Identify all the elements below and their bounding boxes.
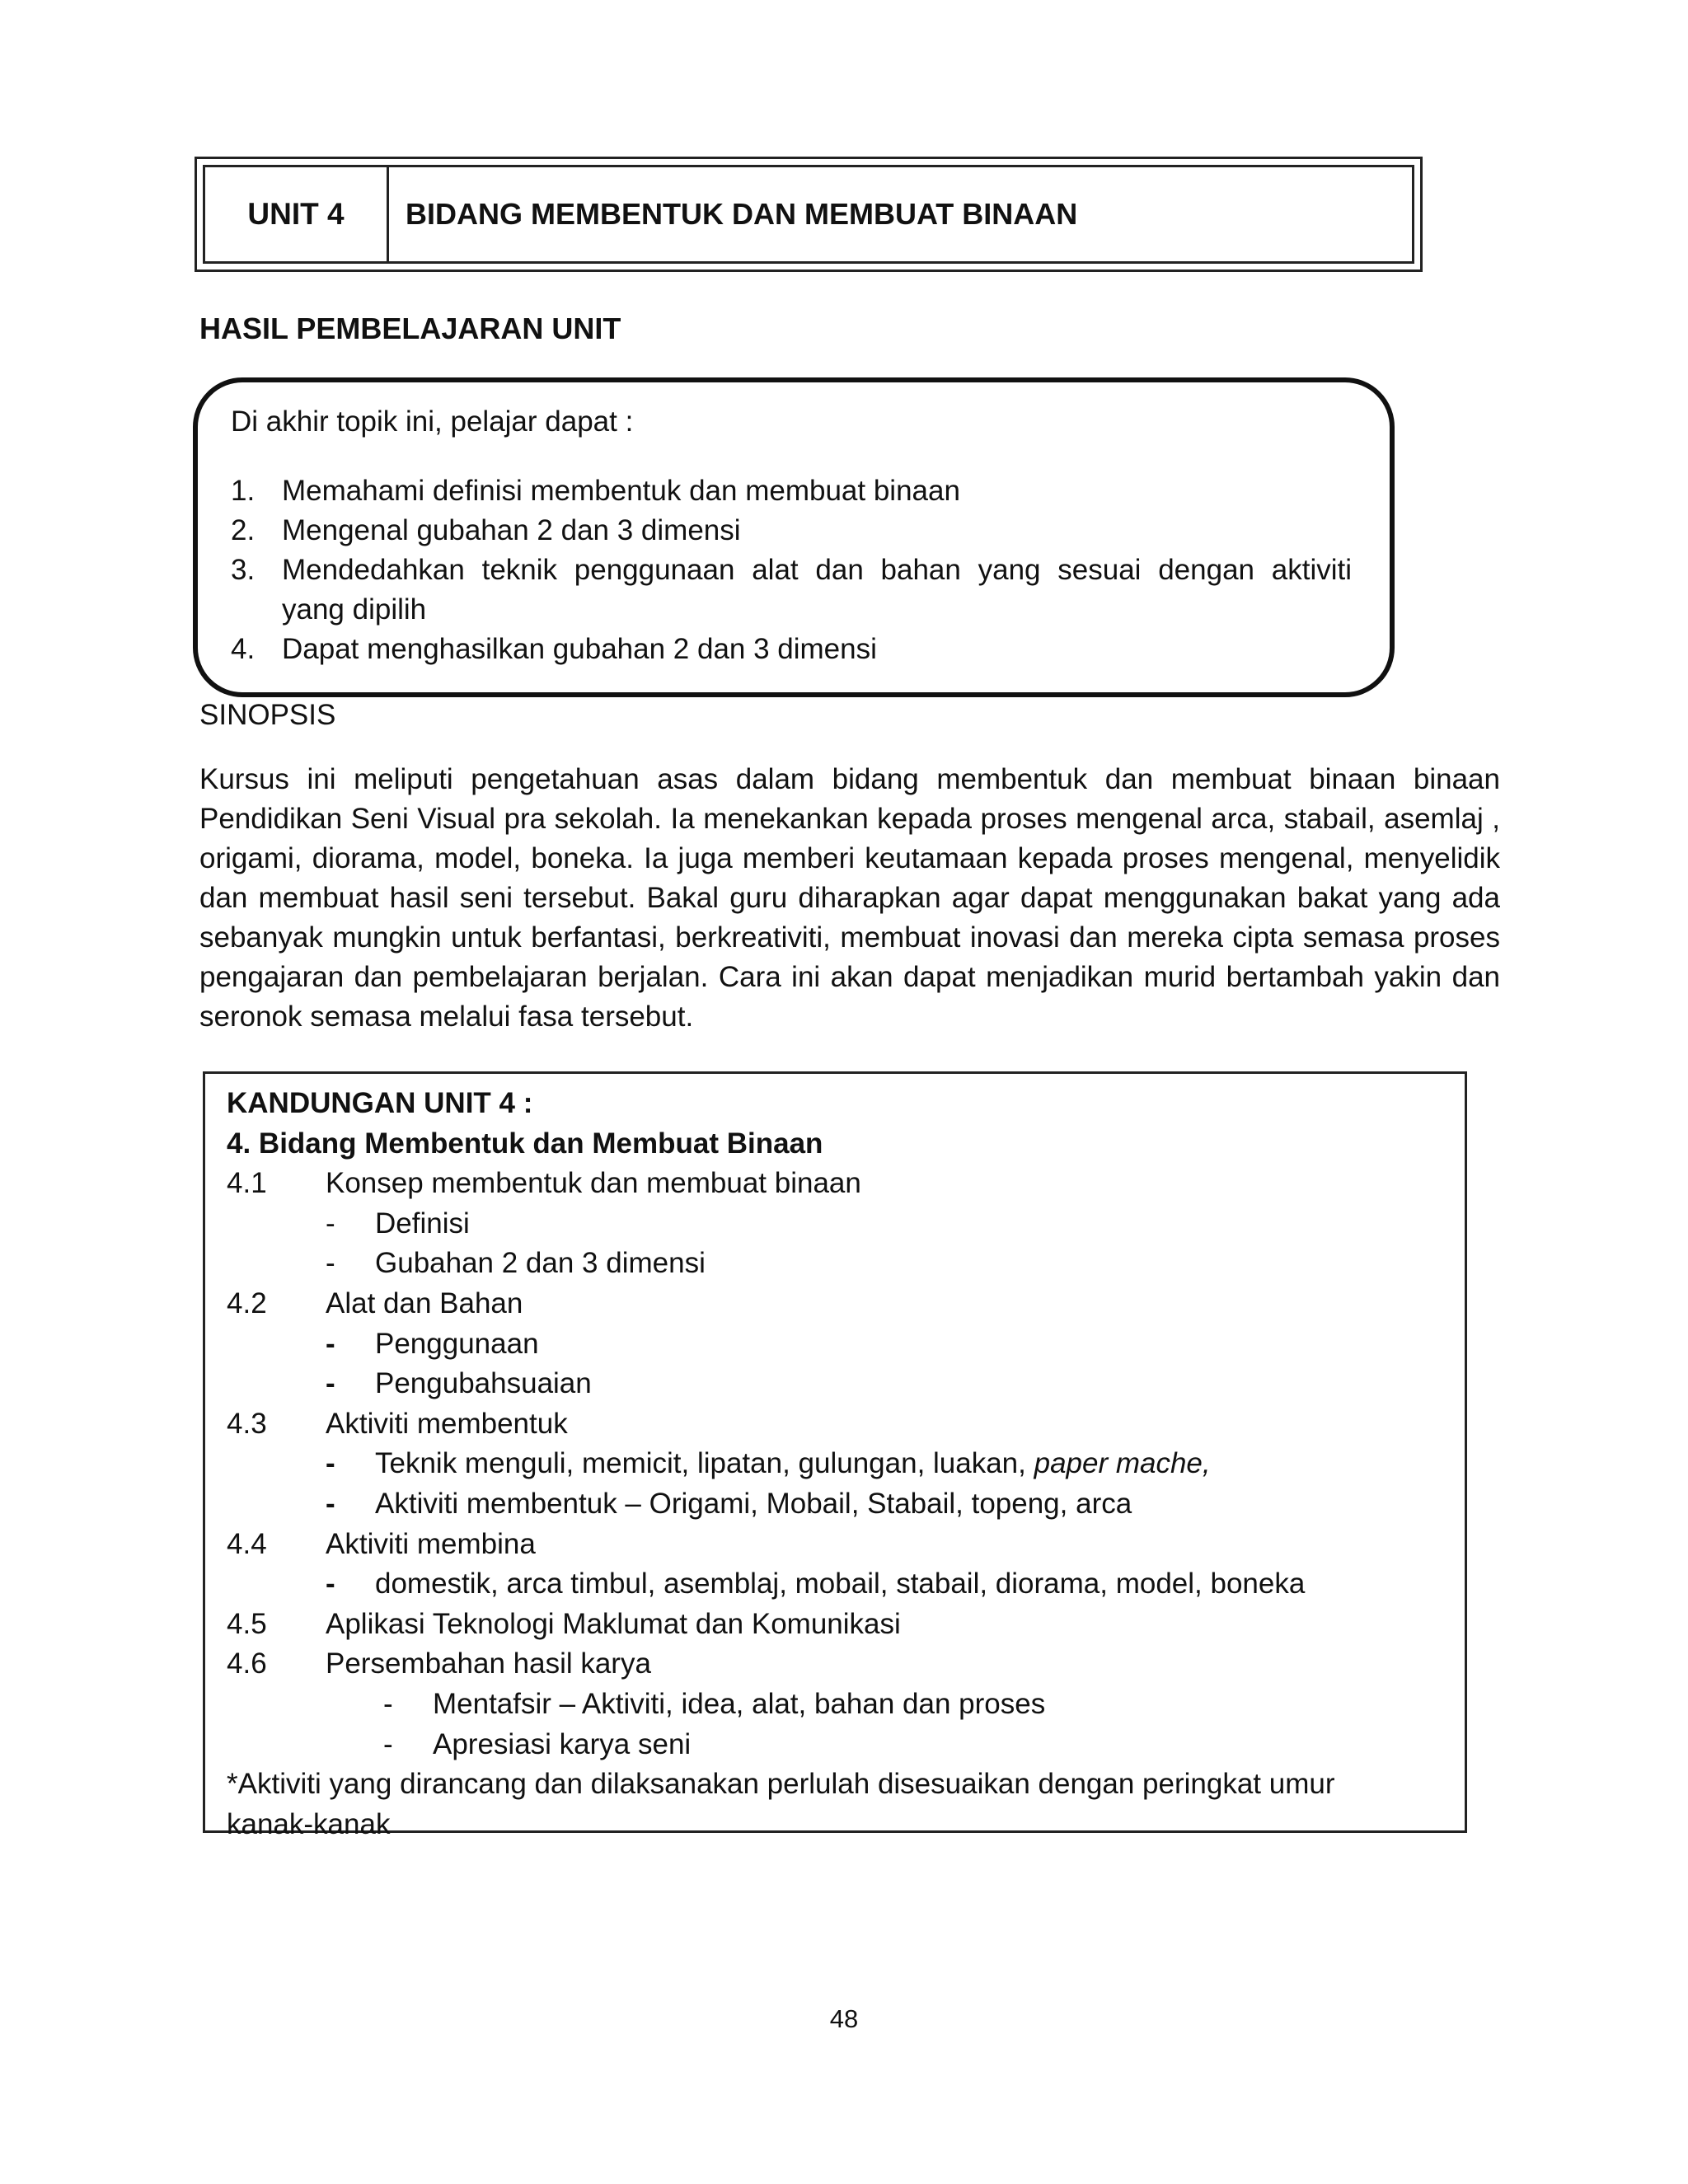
subitem-text: Gubahan 2 dan 3 dimensi <box>375 1247 706 1280</box>
list-item <box>231 551 1352 630</box>
contents-section <box>227 1605 1448 1645</box>
contents-subitem <box>227 1204 1448 1244</box>
unit-title: BIDANG MEMBENTUK DAN MEMBUAT BINAAN <box>406 197 1078 231</box>
section-title: Konsep membentuk dan membuat binaan <box>326 1167 861 1200</box>
dash-marker: - <box>326 1487 335 1520</box>
subitem-text-italic: paper mache, <box>1034 1447 1211 1480</box>
subitem-text: Pengubahsuaian <box>375 1367 592 1400</box>
contents-subitem <box>227 1324 1448 1365</box>
subitem-text: Penggunaan <box>375 1327 539 1360</box>
contents-subitem <box>227 1685 1448 1725</box>
contents-section <box>227 1284 1448 1324</box>
dash-marker: - <box>326 1447 335 1480</box>
synopsis-heading: SINOPSIS <box>199 699 336 731</box>
section-number: 4.2 <box>227 1286 267 1319</box>
subitem-text-plain: Teknik menguli, memicit, lipatan, gulungan, luakan, <box>375 1447 1034 1480</box>
contents-subheading: 4. Bidang Membentuk dan Membuat Binaan <box>227 1127 823 1160</box>
unit-header-box <box>195 157 1423 272</box>
unit-header-inner <box>203 165 1414 264</box>
contents-section <box>227 1644 1448 1685</box>
contents-heading: KANDUNGAN UNIT 4 : <box>227 1087 533 1119</box>
list-item <box>231 471 1352 511</box>
learning-outcomes-list <box>231 471 1352 669</box>
subitem-text <box>375 1444 1211 1484</box>
list-item <box>231 630 1352 669</box>
unit-number: UNIT 4 <box>205 167 389 261</box>
list-item-number: 1. <box>231 475 256 507</box>
section-title: Alat dan Bahan <box>326 1286 523 1319</box>
unit-contents-box <box>203 1071 1467 1840</box>
section-title: Aktiviti membentuk <box>326 1407 568 1440</box>
contents-section <box>227 1164 1448 1204</box>
contents-note: *Aktiviti yang dirancang dan dilaksanakan perlulah disesuaikan dengan peringkat umur kanak-kanak <box>227 1768 1335 1840</box>
section-title: Aplikasi Teknologi Maklumat dan Komunikasi <box>326 1607 901 1640</box>
subitem-text: Definisi <box>375 1207 470 1240</box>
list-item-text-wrapper <box>282 551 1352 630</box>
contents-subitem <box>227 1364 1448 1404</box>
subitem-text: Aktiviti membentuk – Origami, Mobail, Stabail, topeng, arca <box>375 1487 1132 1520</box>
contents-subitem <box>227 1444 1448 1484</box>
subitem-text: Apresiasi karya seni <box>433 1727 692 1760</box>
page-number: 48 <box>829 2004 859 2033</box>
contents-subitem <box>227 1725 1448 1765</box>
unit-contents <box>227 1084 1448 1844</box>
dash-marker: - <box>326 1327 335 1360</box>
list-item-text: Dapat menghasilkan gubahan 2 dan 3 dimensi <box>282 633 877 665</box>
learning-outcomes-heading: HASIL PEMBELAJARAN UNIT <box>199 312 621 345</box>
dash-marker: - <box>326 1568 335 1601</box>
list-item-number: 4. <box>231 633 256 665</box>
section-number: 4.3 <box>227 1407 267 1440</box>
subitem-text: Mentafsir – Aktiviti, idea, alat, bahan dan proses <box>433 1687 1046 1720</box>
section-number: 4.4 <box>227 1527 267 1560</box>
contents-subitem <box>227 1484 1448 1525</box>
dash-marker: - <box>326 1367 335 1400</box>
list-item-number: 3. <box>231 554 256 586</box>
contents-subitem <box>227 1244 1448 1284</box>
section-number: 4.5 <box>227 1607 267 1640</box>
contents-subitem <box>227 1564 1448 1605</box>
section-title: Aktiviti membina <box>326 1527 536 1560</box>
dash-marker: - <box>326 1247 335 1280</box>
section-title: Persembahan hasil karya <box>326 1647 651 1680</box>
list-item-text: Memahami definisi membentuk dan membuat binaan <box>282 475 960 507</box>
list-item <box>231 511 1352 551</box>
section-number: 4.1 <box>227 1167 267 1200</box>
subitem-text: domestik, arca timbul, asemblaj, mobail, stabail, diorama, model, boneka <box>375 1568 1306 1601</box>
dash-marker: - <box>383 1727 393 1760</box>
learning-outcomes-intro: Di akhir topik ini, pelajar dapat : <box>231 405 634 438</box>
contents-section <box>227 1525 1448 1565</box>
section-number: 4.6 <box>227 1647 267 1680</box>
contents-section <box>227 1404 1448 1445</box>
list-item-number: 2. <box>231 514 256 546</box>
list-item-text: Mengenal gubahan 2 dan 3 dimensi <box>282 514 741 546</box>
dash-marker: - <box>383 1687 393 1720</box>
list-item-text-continued: yang dipilih <box>282 593 427 626</box>
dash-marker: - <box>326 1207 335 1240</box>
list-item-text: Mendedahkan teknik penggunaan alat dan bahan yang sesuai dengan aktiviti <box>282 554 1352 586</box>
synopsis-paragraph: Kursus ini meliputi pengetahuan asas dalam bidang membentuk dan membuat binaan binaan Pendidikan Seni Visual pra sekolah. Ia menekankan kepada proses mengenal arca, stabail, asemlaj , origami, diorama, model, boneka. Ia juga memberi keutamaan kepada proses mengenal, menyelidik dan membuat hasil seni tersebut. Bakal guru diharapkan agar dapat menggunakan bakat yang ada sebanyak mungkin untuk berfantasi, berkreativiti, membuat inovasi dan mereka cipta semasa proses pengajaran dan pembelajaran berjalan. Cara ini akan dapat menjadikan murid bertambah yakin dan seronok semasa melalui fasa tersebut. <box>199 763 1500 1033</box>
